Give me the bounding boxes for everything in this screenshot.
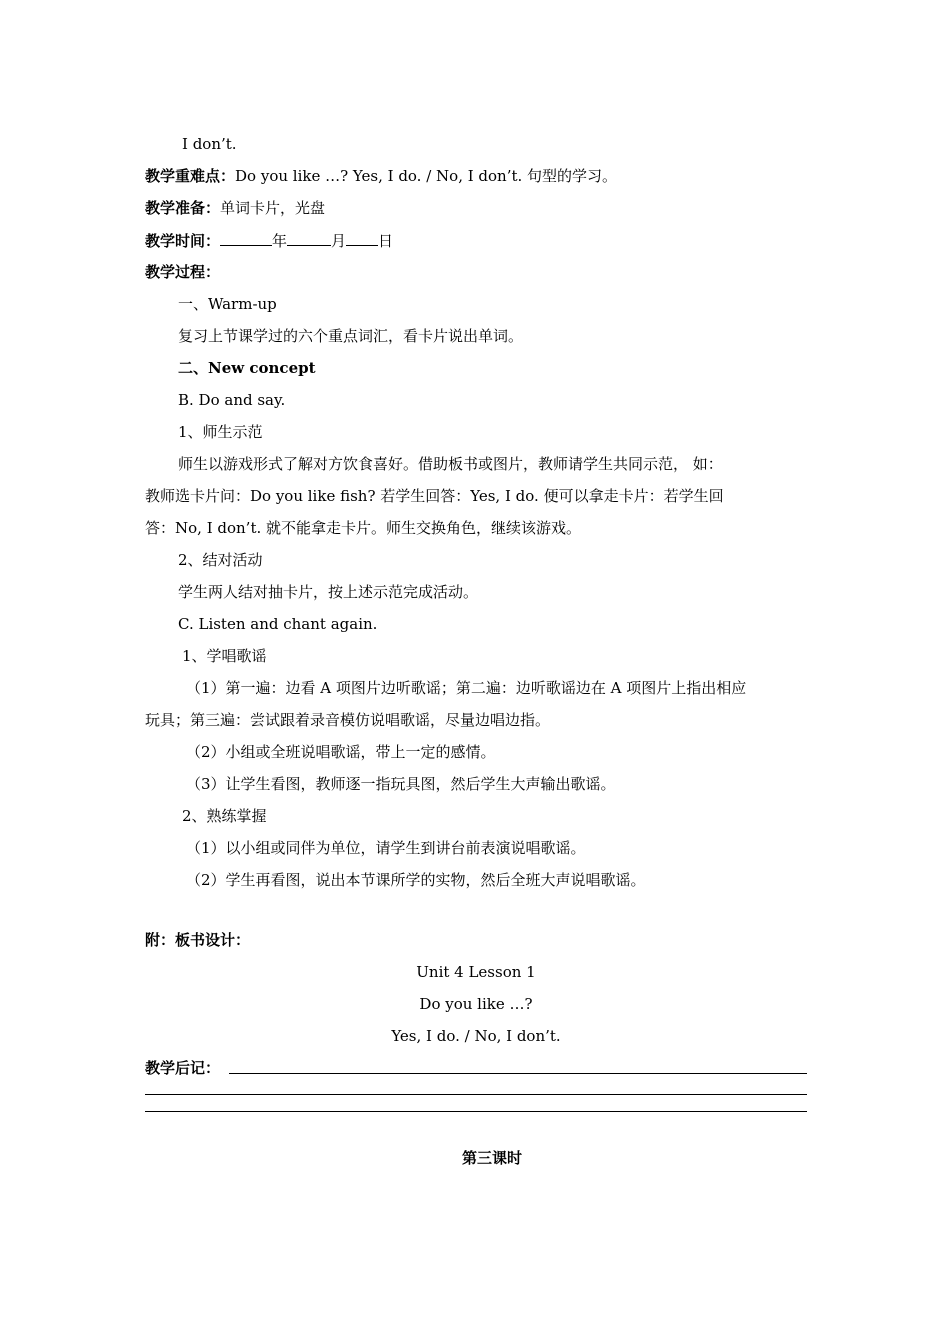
postscript-rule xyxy=(145,1111,807,1112)
text-line: C. Listen and chant again. xyxy=(178,615,378,633)
year-blank xyxy=(220,230,272,246)
teaching-time-line xyxy=(145,230,807,251)
board-line-3: Yes, I do. / No, I don’t. xyxy=(391,1027,561,1045)
postscript-rule xyxy=(145,1094,807,1095)
text-line: 学生两人结对抽卡片，按上述示范完成活动。 xyxy=(178,583,479,601)
preparation-text: 单词卡片，光盘 xyxy=(220,199,326,217)
text-line: 师生以游戏形式了解对方饮食喜好。借助板书或图片，教师请学生共同示范， 如： xyxy=(178,455,723,473)
text-line: 复习上节课学过的六个重点词汇，看卡片说出单词。 xyxy=(178,327,524,345)
text-line: （3）让学生看图，教师逐一指玩具图，然后学生大声输出歌谣。 xyxy=(186,775,616,793)
teaching-time-label: 教学时间： xyxy=(145,232,221,250)
preparation-label: 教学准备： xyxy=(145,199,221,217)
text-line: 2、熟练掌握 xyxy=(182,807,267,825)
text-line: 2、结对活动 xyxy=(178,551,263,569)
year-text: 年 xyxy=(272,232,288,250)
key-points-line xyxy=(145,166,807,186)
text-line: B. Do and say. xyxy=(178,391,286,409)
text-line: 1、学唱歌谣 xyxy=(182,647,267,665)
key-points-text: Do you like …? Yes, I do. / No, I don’t. 句型的学习。 xyxy=(235,167,618,185)
text-line: （2）学生再看图，说出本节课所学的实物，然后全班大声说唱歌谣。 xyxy=(186,871,646,889)
key-points-label: 教学重难点： xyxy=(145,167,236,185)
teaching-process-label: 教学过程： xyxy=(145,263,221,281)
text-line: （1）第一遍：边看 A 项图片边听歌谣；第二遍：边听歌谣边在 A 项图片上指出相应 xyxy=(186,679,747,697)
postscript-label: 教学后记： xyxy=(145,1059,221,1077)
section-new-concept: 二、New concept xyxy=(178,359,316,377)
board-line-2: Do you like …? xyxy=(419,995,533,1013)
postscript-line xyxy=(145,1058,807,1078)
text-line: I don’t. xyxy=(182,135,237,153)
text-line: 答：No, I don’t. 就不能拿走卡片。师生交换角色，继续该游戏。 xyxy=(145,519,582,537)
preparation-line xyxy=(145,198,807,218)
next-lesson-heading: 第三课时 xyxy=(461,1149,522,1167)
month-blank xyxy=(287,230,331,246)
text-line: （2）小组或全班说唱歌谣，带上一定的感情。 xyxy=(186,743,496,761)
day-blank xyxy=(346,230,378,246)
text-line: 教师选卡片问：Do you like fish? 若学生回答：Yes, I do. 便可以拿走卡片：若学生回 xyxy=(145,487,724,505)
day-text: 日 xyxy=(378,232,394,250)
text-line: （1）以小组或同伴为单位，请学生到讲台前表演说唱歌谣。 xyxy=(186,839,586,857)
board-line-1: Unit 4 Lesson 1 xyxy=(416,963,536,981)
postscript-underline xyxy=(229,1073,807,1074)
month-text: 月 xyxy=(331,232,347,250)
text-line: 玩具；第三遍：尝试跟着录音模仿说唱歌谣，尽量边唱边指。 xyxy=(145,711,551,729)
section-warm-up: 一、Warm-up xyxy=(178,295,277,313)
board-design-label: 附：板书设计： xyxy=(145,931,251,949)
text-line: 1、师生示范 xyxy=(178,423,263,441)
